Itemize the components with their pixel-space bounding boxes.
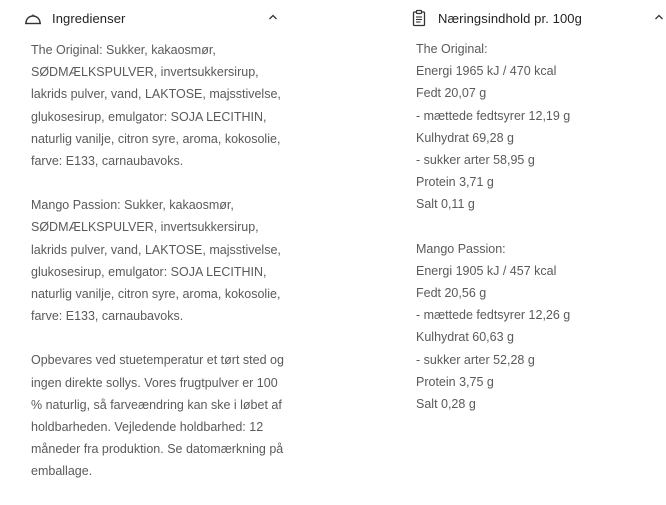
nutrition-line: Salt 0,11 g [416,197,475,212]
ingredients-title: Ingredienser [52,10,126,26]
nutrition-line: Fedt 20,07 g [416,86,487,101]
nutrition-line: - sukker arter 52,28 g [416,352,535,367]
nutrition-line: - sukker arter 58,95 g [416,153,535,168]
chevron-up-icon[interactable] [266,10,280,24]
nutrition-line: Kulhydrat 69,28 g [416,130,514,145]
nutrition-line: - mættede fedtsyrer 12,19 g [416,108,571,123]
ingredients-original: The Original: Sukker, kakaosmør, SØDMÆLKSPULVER, invertsukkersirup, lakrids pulver, vand, LAKTOSE, majsstivelse, glukosesirup, emulgator: SOJA LECITHIN, naturlig vanilje, citron syre, aroma, kokosolie, farve: E133, carnaubavoks. [31,43,281,169]
nutrition-line: - mættede fedtsyrer 12,26 g [416,308,571,323]
chevron-up-icon[interactable] [652,10,666,24]
nutrition-panel [388,0,666,437]
storage-info: Opbevares ved stuetemperatur et tørt sted og ingen direkte sollys. Vores frugtpulver er 100 % naturlig, så farveændring kan ske i løbet af holdbarheden. Vejledende holdbarhed: 12 måneder fra produktion. Se datomærkning på emballage. [31,353,284,479]
cloche-icon [24,9,42,27]
ingredients-panel [0,0,310,505]
nutrition-group-name: The Original: [416,42,488,56]
nutrition-line: Kulhydrat 60,63 g [416,330,514,345]
nutrition-header[interactable] [388,0,666,36]
nutrition-line: Fedt 20,56 g [416,286,487,301]
ingredients-header[interactable] [0,0,310,36]
ingredients-mango-passion: Mango Passion: Sukker, kakaosmør, SØDMÆLKSPULVER, invertsukkersirup, lakrids pulver, vand, LAKTOSE, majsstivelse, glukosesirup, emulgator: SOJA LECITHIN, naturlig vanilje, citron syre, aroma, kokosolie, farve: E133, carnaubavoks. [31,198,281,324]
nutrition-line: Protein 3,75 g [416,374,494,389]
nutrition-line: Energi 1905 kJ / 457 kcal [416,263,557,278]
nutrition-content [388,36,666,415]
ingredients-content [0,36,291,483]
nutrition-group-mango-passion [416,238,666,416]
nutrition-group-name: Mango Passion: [416,241,506,256]
nutrition-title: Næringsindhold pr. 100g [438,10,582,26]
nutrition-line: Salt 0,28 g [416,397,476,412]
nutrition-line: Protein 3,71 g [416,175,494,190]
clipboard-icon [410,9,428,27]
nutrition-line: Energi 1965 kJ / 470 kcal [416,64,557,79]
nutrition-group-original [416,38,666,216]
